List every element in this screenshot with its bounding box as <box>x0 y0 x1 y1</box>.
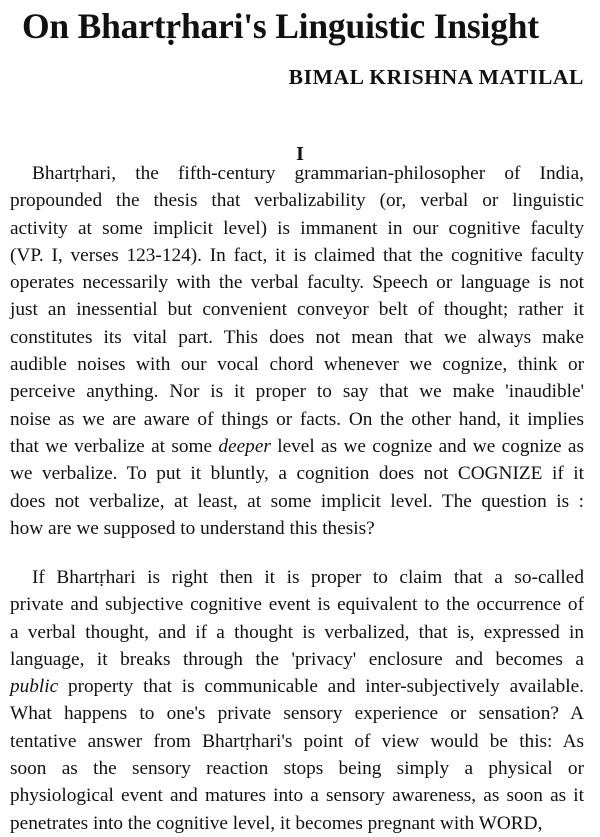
paragraph-line: physiological event and matures into a sensory awareness, as soon as it <box>10 785 584 807</box>
paragraph-2 <box>10 564 584 837</box>
paragraph-line: constitutes its vital part. This does not mean that we always make <box>10 326 584 348</box>
paragraph-line: What happens to one's private sensory experience or sensation? A <box>10 703 584 725</box>
paragraph-line: tentative answer from Bhartṛhari's point of view would be this: As <box>10 730 584 752</box>
paragraph-line: Bhartṛhari, the fifth-century grammarian-philosopher of India, <box>32 163 584 184</box>
paragraph-1 <box>10 160 584 542</box>
emphasis-word: deeper <box>218 435 271 457</box>
paragraph-line: how are we supposed to understand this thesis? <box>10 517 375 539</box>
line-tail: property that is communicable and inter-subjectively available. <box>58 676 584 698</box>
paragraph-line: activity at some implicit level) is immanent in our cognitive faculty <box>10 217 584 239</box>
article-title: On Bhartṛhari's Linguistic Insight <box>22 6 539 46</box>
paragraph-line: just an inessential but convenient conveyor belt of thought; rather it <box>10 299 584 321</box>
paragraph-line: If Bhartṛhari is right then it is proper to claim that a so-called <box>32 567 584 588</box>
line-head: that we verbalize at some <box>10 435 219 457</box>
paragraph-line: soon as the sensory reaction stops being simply a physical or <box>10 758 584 780</box>
paragraph-line: perceive anything. Nor is it proper to say that we make 'inaudible' <box>10 381 584 403</box>
paragraph-line: penetrates into the cognitive level, it becomes pregnant with WORD, <box>10 812 543 834</box>
paragraph-line: audible noises with our vocal chord whenever we cognize, think or <box>10 354 584 376</box>
emphasis-word: public <box>10 676 59 698</box>
line-tail: level as we cognize and we cognize as <box>270 435 584 457</box>
article-author: BIMAL KRISHNA MATILAL <box>288 65 584 89</box>
paragraph-line: propounded the thesis that verbalizability (or, verbal or linguistic <box>10 190 584 212</box>
paragraph-line-emphasis <box>10 433 584 460</box>
paragraph-line: we verbalize. To put it bluntly, a cognition does not COGNIZE if it <box>10 463 584 485</box>
paragraph-line: does not verbalize, at least, at some implicit level. The question is : <box>10 490 584 512</box>
paragraph-line: a verbal thought, and if a thought is verbalized, that is, expressed in <box>10 621 584 643</box>
paragraph-line: (VP. I, verses 123-124). In fact, it is claimed that the cognitive faculty <box>10 244 584 266</box>
paragraph-line: private and subjective cognitive event is equivalent to the occurrence of <box>10 594 584 616</box>
paragraph-line: operates necessarily with the verbal faculty. Speech or language is not <box>10 272 584 294</box>
paragraph-line-emphasis <box>10 673 584 700</box>
paragraph-line: language, it breaks through the 'privacy' enclosure and becomes a <box>10 648 584 670</box>
section-number: I <box>296 143 304 165</box>
paragraph-line: noise as we are aware of things or facts. On the other hand, it implies <box>10 408 584 430</box>
